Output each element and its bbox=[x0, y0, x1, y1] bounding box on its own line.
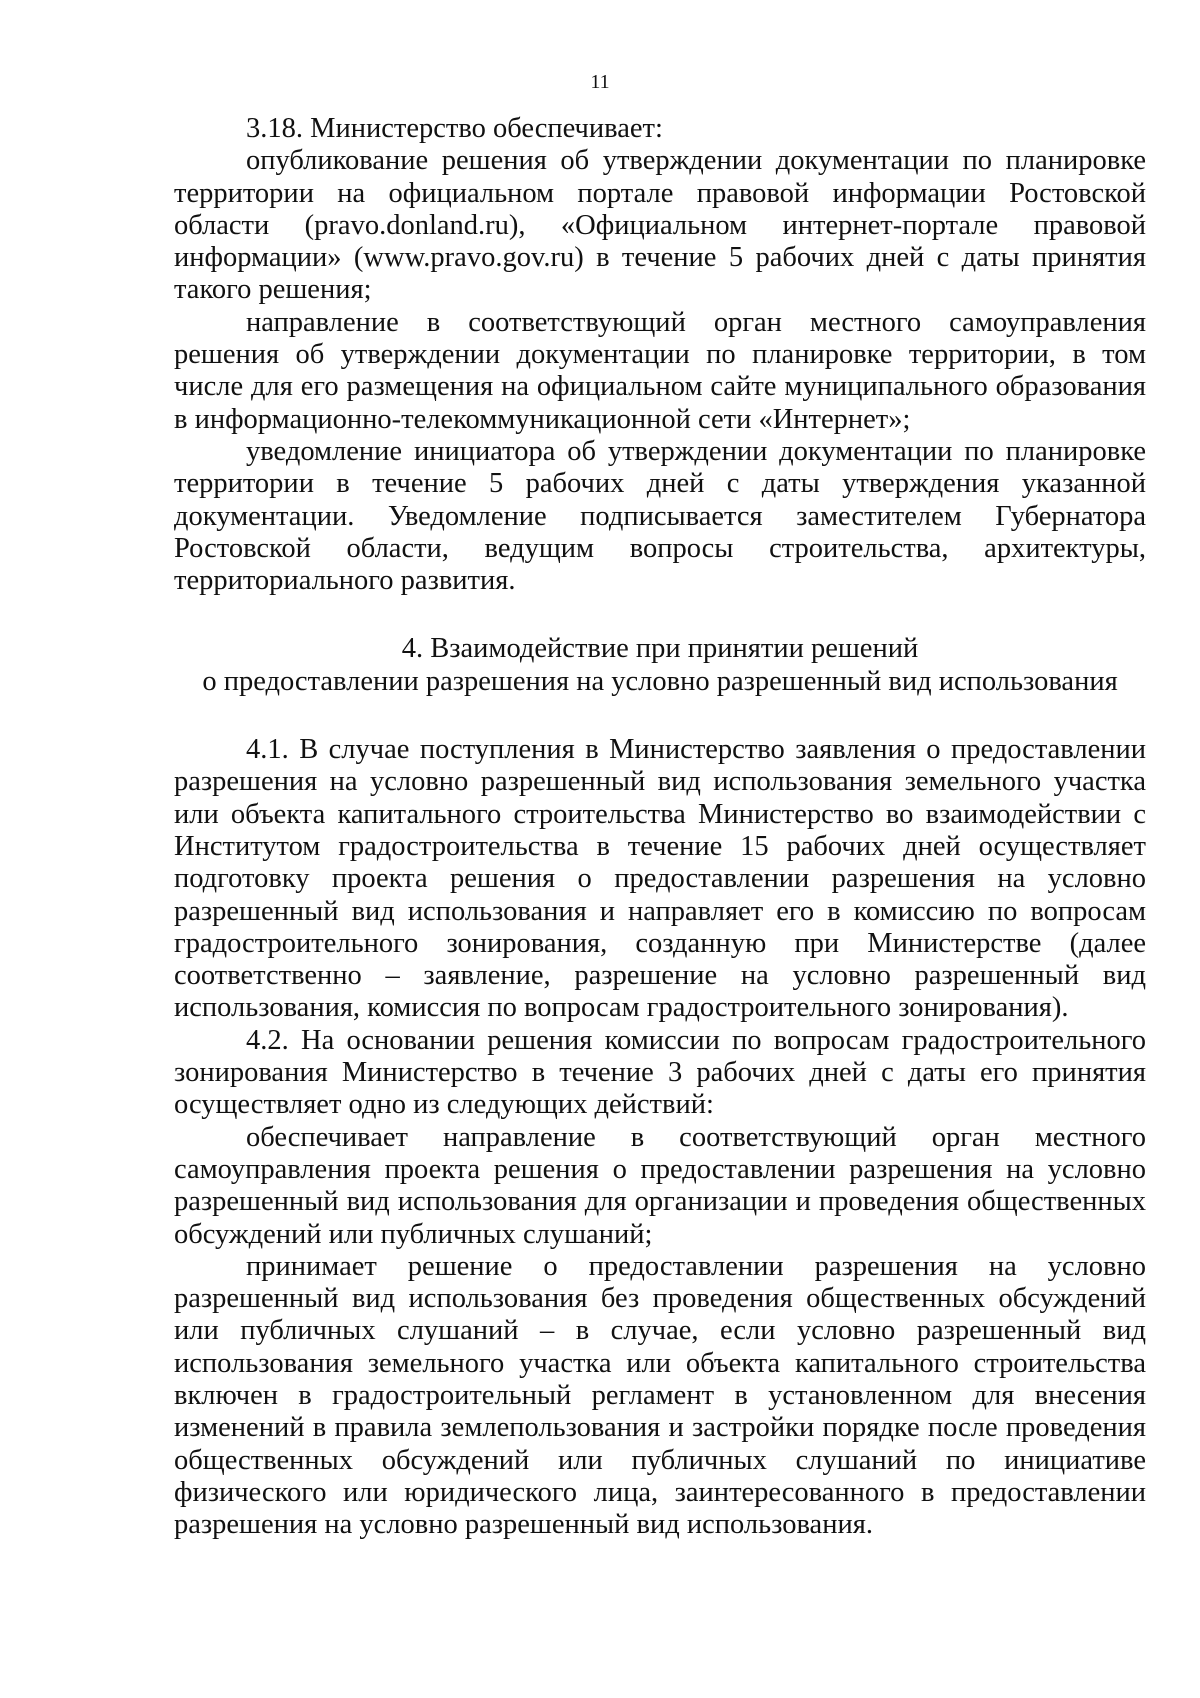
page-number: 11 bbox=[590, 71, 610, 93]
section-4-2-paragraph: 4.2. На основании решения комиссии по вопросам градостроительного зонирования Министерство в течение 3 рабочих дней с даты его принятия осуществляет одно из следующих действий: bbox=[174, 1024, 1146, 1121]
section-3-18-paragraph-1: опубликование решения об утверждении документации по планировке территории на официальном портале правовой информации Ростовской области (pravo.donland.ru), «Официальном интернет-портале правовой информации» (www.pravo.gov.ru) в течение 5 рабочих дней с даты принятия такого решения; bbox=[174, 145, 1146, 306]
document-body bbox=[174, 113, 1146, 1541]
section-4-heading bbox=[174, 633, 1146, 698]
section-3-18-paragraph-3: уведомление инициатора об утверждении документации по планировке территории в течение 5 рабочих дней с даты утверждения указанной документации. Уведомление подписывается заместителем Губернатора Ростовской области, ведущим вопросы строительства, архитектуры, территориального развития. bbox=[174, 435, 1146, 597]
section-3-18-paragraph-2: направление в соответствующий орган местного самоуправления решения об утверждении документации по планировке территории, в том числе для его размещения на официальном сайте муниципального образования в информационно-телекоммуникационной сети «Интернет»; bbox=[174, 306, 1146, 435]
section-4-heading-line-1: 4. Взаимодействие при принятии решений bbox=[401, 633, 919, 665]
section-4-2-item-1: обеспечивает направление в соответствующий орган местного самоуправления проекта решения о предоставлении разрешения на условно разрешенный вид использования для организации и проведения общественных обсуждений или публичных слушаний; bbox=[174, 1121, 1146, 1250]
section-3-18-title: 3.18. Министерство обеспечивает: bbox=[246, 113, 663, 144]
section-4-1-paragraph: 4.1. В случае поступления в Министерство заявления о предоставлении разрешения на условно разрешенный вид использования земельного участка или объекта капитального строительства Министерство во взаимодействии с Институтом градостроительства в течение 15 рабочих дней осуществляет подготовку проекта решения о предоставлении разрешения на условно разрешенный вид использования и направляет его в комиссию по вопросам градостроительного зонирования, созданную при Министерстве (далее соответственно – заявление, разрешение на условно разрешенный вид использования, комиссия по вопросам градостроительного зонирования). bbox=[174, 734, 1146, 1024]
section-4-2-item-2: принимает решение о предоставлении разрешения на условно разрешенный вид использования без проведения общественных обсуждений или публичных слушаний – в случае, если условно разрешенный вид использования земельного участка или объекта капитального строительства включен в градостроительный регламент в установленном для внесения изменений в правила землепользования и застройки порядке после проведения общественных обсуждений или публичных слушаний по инициативе физического или юридического лица, заинтересованного в предоставлении разрешения на условно разрешенный вид использования. bbox=[174, 1250, 1146, 1541]
section-4-heading-line-2: о предоставлении разрешения на условно разрешенный вид использования bbox=[202, 665, 1118, 697]
